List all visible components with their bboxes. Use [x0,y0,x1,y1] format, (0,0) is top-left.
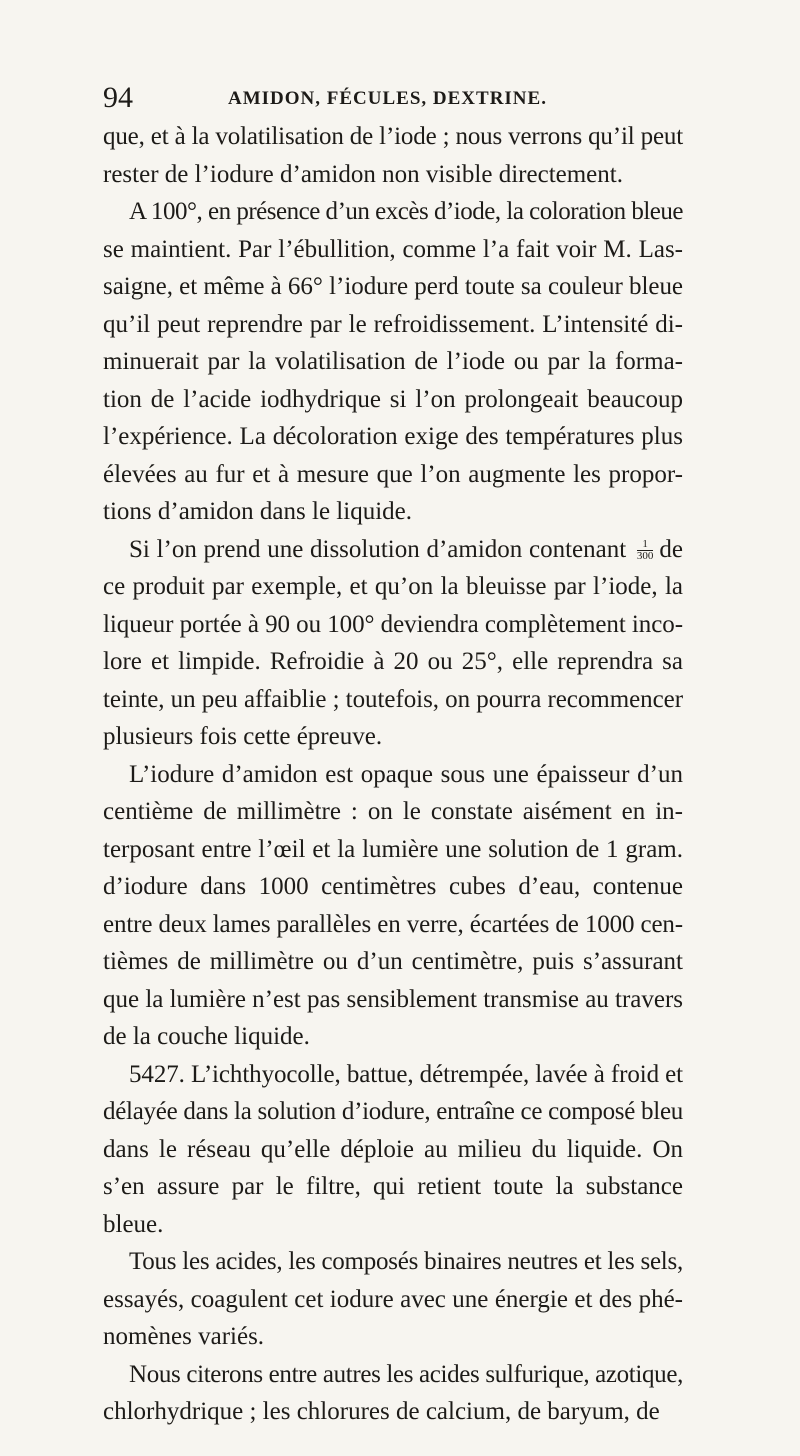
line-text: se maintient. Par l’ébullition, comme l’a fait voir M. Las- [103,235,683,263]
line-text: plusieurs fois cette épreuve. [103,723,383,750]
line-text: d’iodure dans 1000 centimètres cubes d’eau, contenue [103,873,683,900]
running-head [103,78,693,118]
line-text: saigne, et même à 66° l’iodure perd toute sa couleur bleue [103,273,683,300]
text-line [103,306,683,344]
line-text: rester de l’iodure d’amidon non visible directement. [103,160,623,188]
body-text [103,118,683,1431]
line-text: Si l’on prend une dissolution d’amidon contenant [129,535,627,563]
line-text: Nous citerons entre autres les acides sulfurique, azotique, [129,1360,683,1388]
text-line [103,718,683,756]
line-text: tions d’amidon dans le liquide. [103,498,412,525]
line-text: de la couche liquide. [103,1023,310,1050]
text-line [103,981,683,1019]
text-line [103,568,683,606]
line-text: entre deux lames parallèles en verre, écartées de 1000 cen- [103,910,683,938]
line-text: lore et limpide. Refroidie à 20 ou 25°, elle reprendra sa [103,648,683,675]
text-line [103,193,683,231]
line-text-after: de [659,535,683,563]
text-line [103,231,683,269]
line-text: 5427. L’ichthyocolle, battue, détrempée, lavée à froid et [129,1060,683,1088]
fraction [637,539,654,562]
text-line [103,343,683,381]
text-line [103,831,683,869]
text-line [103,418,683,456]
line-text: élevées au fur et à mesure que l’on augmente les propor- [103,460,683,488]
line-text: L’iodure d’amidon est opaque sous une épaisseur d’un [129,760,683,788]
line-text: terposant entre l’œil et la lumière une solution de 1 gram. [103,835,683,863]
line-text: chlorhydrique ; les chlorures de calcium, de baryum, de [103,1398,660,1425]
text-line [103,1356,683,1394]
fraction-denominator: 300 [636,550,654,563]
page-number: 94 [103,81,133,114]
line-text: essayés, coagulent cet iodure avec une énergie et des phé- [103,1285,683,1313]
line-text: liqueur portée à 90 ou 100° deviendra complètement inco- [103,610,683,638]
text-line [103,1281,683,1319]
text-line [103,1093,683,1131]
line-text: dans le réseau qu’elle déploie au milieu du liquide. On [103,1135,683,1163]
line-text: centième de millimètre : on le constate aisément en in- [103,798,683,825]
line-text: que la lumière n’est pas sensiblement transmise au travers [103,985,683,1013]
text-line [103,118,683,156]
line-text: teinte, un peu affaiblie ; toutefois, on pourra recommencer [103,685,683,713]
text-line [103,1131,683,1169]
line-text: Tous les acides, les composés binaires neutres et les sels, [129,1248,684,1275]
text-line [103,643,683,681]
line-text: A 100°, en présence d’un excès d’iode, la coloration bleue [129,198,683,225]
text-line [103,1018,683,1056]
text-line [103,1318,683,1356]
text-line [103,268,683,306]
line-text: minuerait par la volatilisation de l’iode ou par la forma- [103,348,683,375]
line-text: bleue. [103,1210,164,1238]
line-text: tièmes de millimètre ou d’un centimètre, puis s’assurant [103,948,683,975]
text-line [103,1206,683,1244]
line-text: délayée dans la solution d’iodure, entraîne ce composé bleu [103,1098,683,1125]
text-line [103,681,683,719]
line-text: qu’il peut reprendre par le refroidissement. L’intensité di- [103,310,683,338]
line-text: l’expérience. La décoloration exige des températures plus [103,423,683,450]
text-line [103,456,683,494]
text-line [103,156,683,194]
text-line [103,906,683,944]
text-line [103,1393,683,1431]
text-line [103,606,683,644]
line-text: s’en assure par le filtre, qui retient toute la substance [103,1173,683,1200]
running-title: AMIDON, FÉCULES, DEXTRINE. [228,88,547,109]
text-line [103,531,683,569]
text-line [103,756,683,794]
text-line [103,1056,683,1094]
text-line [103,793,683,831]
line-text: ce produit par exemple, et qu’on la bleuisse par l’iode, la [103,573,683,600]
text-line [103,943,683,981]
text-line [103,1243,683,1281]
text-line [103,381,683,419]
text-line [103,1168,683,1206]
text-line [103,868,683,906]
line-text: nomènes variés. [103,1323,265,1350]
line-text: que, et à la volatilisation de l’iode ; nous verrons qu’il peut [103,123,683,150]
fraction-numerator: 1 [637,539,654,551]
text-line [103,493,683,531]
line-text: tion de l’acide iodhydrique si l’on prolongeait beaucoup [103,385,683,413]
